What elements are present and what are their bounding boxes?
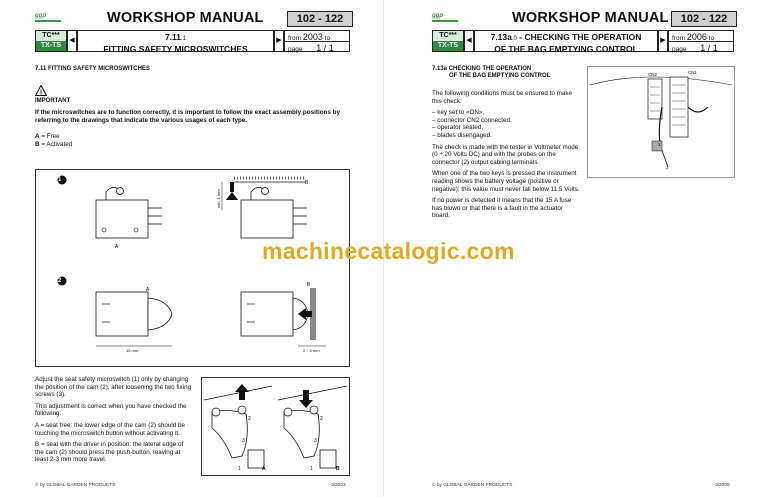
model-tc: TC***	[433, 31, 463, 41]
cam-label-b: B	[336, 466, 340, 472]
brand-text: ggp	[35, 13, 46, 19]
fig2-number: 2	[58, 278, 62, 284]
brand-text: ggp	[432, 13, 443, 19]
page-label: page	[672, 46, 687, 53]
footer-date: 3/2003	[331, 483, 346, 488]
fig1-label-a: A	[115, 244, 119, 250]
dim-min: min. 1 mm	[216, 189, 221, 208]
para-seat-free: A = seat free: the lower edge of the cam (2) should be touching the microswitch button without activating it.	[35, 421, 185, 437]
section-header	[77, 30, 274, 52]
adjust-text	[35, 376, 193, 468]
legend-a-key: A	[35, 133, 40, 140]
cam-label-2a: 2	[248, 416, 251, 422]
fig1-number: 1	[58, 177, 62, 183]
from-label: from	[672, 35, 685, 42]
warning-icon	[35, 85, 47, 96]
subheading: 7.11 FITTING SAFETY MICROSWITCHES	[35, 66, 150, 72]
para-adjust: Adjust the seat safety microswitch (1) only by changing the position of the cam (2), after loosening the two fixing screws (3).	[35, 376, 192, 399]
model-badge	[35, 30, 67, 52]
legend-b-key: B	[35, 140, 40, 148]
bullet-4: – blades disengaged.	[432, 131, 492, 139]
prev-arrow-icon[interactable]: ◀	[67, 30, 77, 52]
watermark-text: machinecatalogic.com	[262, 238, 515, 264]
cam-drawing	[202, 378, 349, 475]
microswitch-drawing	[36, 170, 349, 366]
next-arrow-icon[interactable]: ▶	[658, 30, 668, 52]
microswitch-figure	[35, 169, 350, 367]
para-fuse: If no power is detected it means that the 15 A fuse has blown or that there is a fault in the actuator board.	[432, 197, 572, 220]
model-tc: TC***	[36, 31, 66, 41]
subheading	[432, 66, 550, 80]
footer-copyright: © by GLOBAL GARDEN PRODUCTS	[432, 483, 513, 488]
manual-title: WORKSHOP MANUAL	[107, 10, 264, 26]
model-tx-ts: TX-TS	[36, 41, 66, 51]
page-value: 1 / 1	[700, 43, 718, 53]
important-heading: IMPORTANT	[35, 98, 71, 104]
section-title-2: OF THE BAG EMPTYING CONTROL	[494, 44, 638, 54]
subheading-line-1: 7.13a CHECKING THE OPERATION	[432, 66, 532, 72]
para-seat-driver: B = seat with the driver in position: the lateral edge of the cam (2) should press the push-button, leaving at least 2-3 mm more travel.	[35, 441, 184, 464]
section-meta	[668, 30, 734, 52]
manual-title: WORKSHOP MANUAL	[512, 10, 669, 26]
section-number: 7.13a	[490, 32, 512, 42]
ggp-logo	[432, 13, 458, 21]
model-badge	[432, 30, 464, 52]
fig1-label-b: B	[305, 180, 309, 186]
bullet-2: – connector CN2 connected,	[432, 116, 512, 124]
svg-text:!: !	[39, 89, 43, 96]
from-year: 2006	[686, 32, 707, 42]
para-voltmeter: The check is made with the tester in Voltmeter mode (0 ÷ 20 Volts DC) and with the probes on the connector (2) output cabling terminals.	[432, 143, 579, 166]
fig2-label-a: A	[146, 287, 150, 293]
page-label: page	[288, 46, 303, 53]
page-value: 1 / 1	[316, 43, 334, 53]
footer-date: 3/2006	[715, 483, 730, 488]
subheading-line-2: OF THE BAG EMPTYING CONTROL	[449, 73, 551, 79]
cam-label-2b: 2	[320, 416, 323, 422]
fig2-label-b: B	[307, 282, 311, 288]
para-correct: This adjustment is correct when you have checked the following:	[35, 402, 187, 418]
connector-number-1: 1	[658, 142, 661, 147]
connector-figure	[587, 66, 735, 178]
from-label: from	[288, 35, 301, 42]
prev-arrow-icon[interactable]: ◀	[464, 30, 474, 52]
section-number: 7.11	[164, 32, 182, 42]
section-title-1: - CHECKING THE OPERATION	[516, 32, 642, 42]
cam-label-1b: 1	[310, 466, 313, 472]
section-rev: .1	[181, 36, 187, 42]
model-tx-ts: TX-TS	[433, 41, 463, 51]
model-code: 102 - 122	[671, 11, 737, 27]
bullet-1: – key set to «ON»,	[432, 109, 485, 117]
section-header	[474, 30, 658, 52]
next-arrow-icon[interactable]: ▶	[274, 30, 284, 52]
legend	[35, 133, 155, 148]
cam-label-1a: 1	[238, 466, 241, 472]
cam-figure	[201, 377, 350, 476]
section-title: FITTING SAFETY MICROSWITCHES	[103, 44, 248, 54]
check-text	[432, 90, 580, 224]
to-label: to	[324, 35, 331, 42]
ggp-logo	[35, 13, 61, 21]
footer-copyright: © by GLOBAL GARDEN PRODUCTS	[35, 483, 116, 488]
legend-a-value: = Free	[39, 133, 60, 140]
dim-15: 15 mm	[126, 348, 139, 353]
para-battery: When one of the two keys is pressed the instrument reading shows the battery voltage (positive or negative); this value must never fall below 11.5 Volts.	[432, 170, 580, 193]
dim-2-6: 2 ÷ 6 mm	[303, 348, 320, 353]
from-year: 2003	[302, 32, 323, 42]
cn2-label: CN2	[648, 72, 658, 77]
cam-label-3b: 3	[314, 438, 317, 444]
section-rev: .0	[511, 36, 517, 42]
cn1-label: CN1	[688, 70, 698, 75]
connector-drawing	[588, 67, 734, 177]
connector-number-2: 2	[666, 165, 669, 170]
bullet-3: – operator seated,	[432, 124, 484, 132]
legend-b-value: = Activated	[39, 140, 73, 148]
section-meta	[284, 30, 350, 52]
model-code: 102 - 122	[287, 11, 353, 27]
important-text: If the microswitches are to function correctly, it is important to follow the exact assembly positions by referring to the drawings that indicate the various usages of each type.	[35, 109, 340, 124]
cam-label-a: A	[262, 466, 266, 472]
intro-text: The following conditions must be ensured to make this check:	[432, 90, 573, 105]
to-label: to	[708, 35, 715, 42]
cam-label-3a: 3	[242, 438, 245, 444]
